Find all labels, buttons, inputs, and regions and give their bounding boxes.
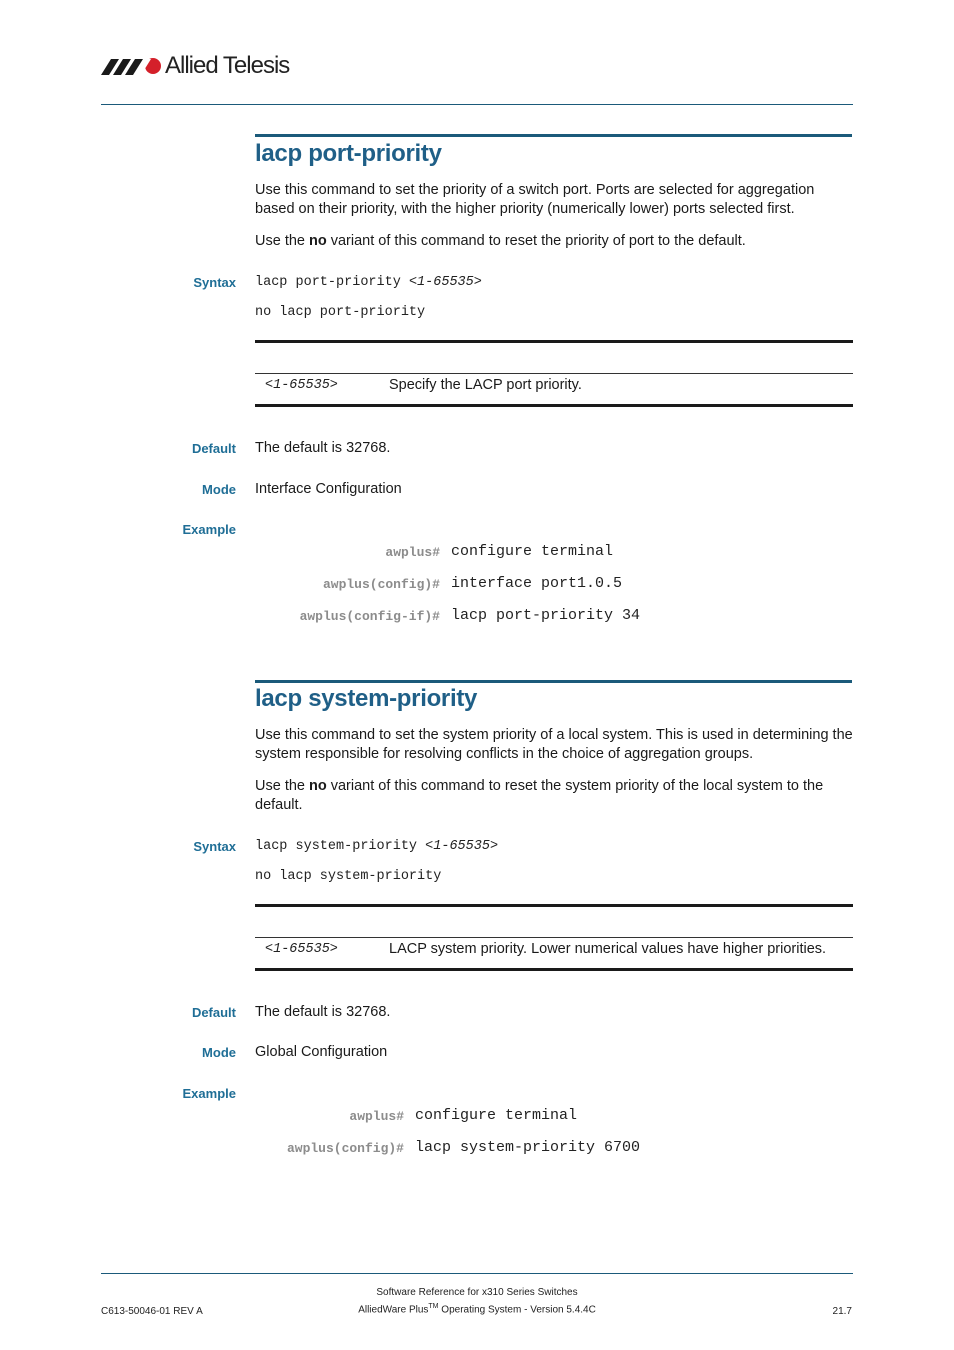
syntax-label: Syntax [193,275,236,290]
mode-value: Interface Configuration [255,481,402,497]
default-value: The default is 32768. [255,440,391,456]
footer-doc-id: C613-50046-01 REV A [101,1306,203,1317]
parameter-table-bottom-rule [255,968,853,971]
syntax-line: no lacp port-priority [255,305,426,320]
section-title: lacp system-priority [255,685,478,712]
mode-value: Global Configuration [255,1044,388,1060]
syntax-line: no lacp system-priority [255,869,442,884]
footer-divider [101,1273,853,1274]
parameter-name: <1-65535> [265,942,338,957]
example-label: Example [182,522,236,537]
syntax-line: lacp system-priority <1-65535> [255,839,499,854]
no-variant-description: Use the no variant of this command to reset the priority of port to the default. [255,233,746,249]
logo-mark-icon [101,55,163,79]
cli-prompt: awplus(config)# [322,577,440,592]
footer-page-number: 21.7 [832,1306,852,1317]
syntax-line: lacp port-priority <1-65535> [255,275,482,290]
cli-prompt: awplus(config)# [286,1141,404,1156]
parameter-table-top-rule [255,904,853,907]
cli-prompt: awplus# [385,545,440,560]
section-description: Use this command to set the system priority of a local system. This is used in determining the system responsible for resolving conflicts in the choice of aggregation groups. [255,727,853,762]
cli-command: interface port1.0.5 [451,575,623,592]
parameter-table-header-rule [255,373,853,374]
footer-title: Software Reference for x310 Series Switches [376,1287,578,1298]
logo-wordmark: Allied Telesis [165,52,290,79]
parameter-description: Specify the LACP port priority. [389,377,582,393]
parameter-table-top-rule [255,340,853,343]
parameter-description: LACP system priority. Lower numerical values have higher priorities. [389,941,827,957]
mode-label: Mode [202,1045,236,1060]
syntax-label: Syntax [193,839,236,854]
parameter-table-bottom-rule [255,404,853,407]
cli-prompt: awplus# [349,1109,404,1124]
section-description: Use this command to set the priority of a switch port. Ports are selected for aggregation based on their priority, with the higher priority (numerically lower) ports selected first. [255,182,815,217]
section-title-rule [255,134,852,137]
default-value: The default is 32768. [255,1004,391,1020]
allied-telesis-logo [101,52,301,82]
section-title-rule [255,680,852,683]
section-title: lacp port-priority [255,140,442,167]
cli-command: lacp system-priority 6700 [415,1139,641,1156]
cli-command: configure terminal [451,543,614,560]
cli-prompt: awplus(config-if)# [299,609,440,624]
default-label: Default [191,441,236,456]
cli-command: configure terminal [415,1107,578,1124]
example-label: Example [182,1086,236,1101]
parameter-table-header-rule [255,937,853,938]
no-variant-description: Use the no variant of this command to reset the system priority of the local system to the default. [255,778,824,813]
cli-command: lacp port-priority 34 [451,607,641,624]
mode-label: Mode [202,482,236,497]
footer-os-version: AlliedWare Plus™ Operating System - Version 5.4.4C [358,1303,596,1316]
default-label: Default [191,1005,236,1020]
header-divider [101,104,853,105]
parameter-name: <1-65535> [265,378,338,393]
